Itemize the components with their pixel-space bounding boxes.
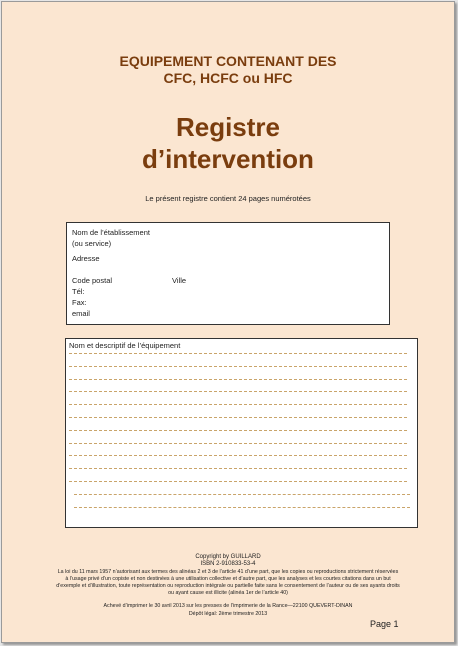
page-count-note: Le présent registre contient 24 pages numérotées: [145, 194, 311, 203]
equipment-writing-line: [69, 455, 407, 456]
equipment-writing-line: [69, 443, 407, 444]
equipment-writing-line: [69, 468, 407, 469]
legal-line-1: La loi du 11 mars 1957 n’autorisant aux termes des alinéas 2 et 3 de l’article 41 d’une part, que les copies ou reproductions strictement réservées: [57, 569, 399, 575]
address-label: Adresse: [72, 254, 100, 263]
isbn: ISBN 2-910833-53-4: [200, 561, 256, 567]
legal-line-3: d’exemple et d’illustration, toute représentation ou reproduction intégrale ou partielle faite sans le consentement de l’auteur ou de ses ayants droits: [56, 583, 400, 589]
tel-label: Tél:: [72, 287, 85, 296]
equipment-writing-line: [69, 417, 407, 418]
equipment-writing-line: [69, 379, 407, 380]
establishment-box: [66, 222, 390, 325]
copyright: Copyright by GUILLARD: [195, 554, 261, 560]
printing-note: Achevé d’imprimer le 30 avril 2013 sur les presses de l’imprimerie de la Rance—22100 QUEVERT-DINAN: [103, 603, 353, 609]
header-line-1: EQUIPEMENT CONTENANT DES: [119, 53, 337, 69]
legal-deposit: Dépôt légal: 2ème trimestre 2013: [188, 611, 268, 617]
equipment-writing-line: [69, 430, 407, 431]
equipment-writing-line: [69, 366, 407, 367]
equipment-writing-line: [74, 494, 410, 495]
establishment-name-label: Nom de l’établissement: [72, 228, 150, 237]
email-label: email: [72, 309, 90, 318]
establishment-service-label: (ou service): [72, 239, 112, 248]
equipment-writing-line: [69, 353, 407, 354]
equipment-writing-line: [69, 404, 407, 405]
legal-line-4: ou ayant cause est illicite (alinéa 1er de l’article 40): [168, 590, 288, 596]
equipment-label: Nom et descriptif de l’équipement: [69, 341, 181, 350]
fax-label: Fax:: [72, 298, 87, 307]
equipment-writing-line: [74, 507, 410, 508]
header-line-2: CFC, HCFC ou HFC: [163, 70, 293, 86]
page-number: Page 1: [370, 619, 399, 629]
legal-line-2: à l’usage privé d’un copiste et non destinées à une utilisation collective et d’autre part, que les analyses et les courtes citations dans un but: [65, 576, 391, 582]
title-line-1: Registre: [175, 112, 281, 142]
postal-code-label: Code postal: [72, 276, 113, 285]
document-page: [1, 1, 455, 643]
equipment-writing-line: [69, 391, 407, 392]
equipment-box: [65, 338, 418, 528]
title-line-2: d’intervention: [142, 144, 314, 174]
city-label: Ville: [172, 276, 187, 285]
equipment-writing-line: [69, 481, 407, 482]
